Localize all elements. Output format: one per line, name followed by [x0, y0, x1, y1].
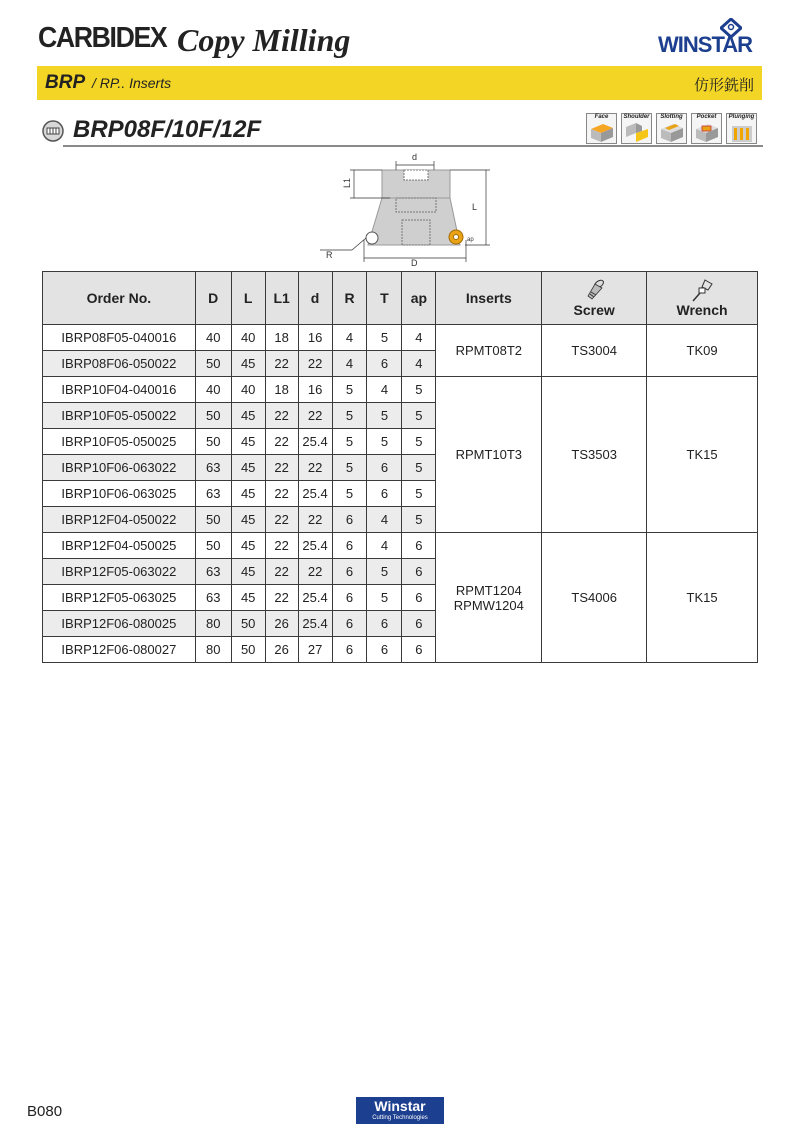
cell-wrench: TK09 — [647, 325, 758, 377]
header-R: R — [332, 272, 367, 325]
cell-order-no: IBRP10F06-063022 — [43, 455, 196, 481]
footer-logo — [356, 1097, 444, 1124]
cell-D: 80 — [195, 637, 231, 663]
cell-D: 40 — [195, 377, 231, 403]
cell-T: 5 — [367, 325, 402, 351]
cell-ap: 6 — [402, 585, 436, 611]
cell-L1: 22 — [265, 507, 298, 533]
cell-order-no: IBRP10F05-050025 — [43, 429, 196, 455]
cell-R: 6 — [332, 533, 367, 559]
cell-order-no: IBRP10F06-063025 — [43, 481, 196, 507]
cell-order-no: IBRP12F04-050022 — [43, 507, 196, 533]
series-code: BRP — [45, 72, 86, 93]
header-d: d — [298, 272, 332, 325]
cell-L: 45 — [231, 507, 265, 533]
cell-L1: 22 — [265, 351, 298, 377]
header-wrench-label: Wrench — [676, 302, 728, 318]
cell-order-no: IBRP12F06-080025 — [43, 611, 196, 637]
insert-code: RPMT08T2 — [455, 343, 523, 358]
cell-T: 5 — [367, 429, 402, 455]
cell-D: 63 — [195, 585, 231, 611]
cell-ap: 5 — [402, 481, 436, 507]
cell-order-no: IBRP12F04-050025 — [43, 533, 196, 559]
cell-L: 45 — [231, 455, 265, 481]
cell-d: 22 — [298, 559, 332, 585]
cutter-body — [368, 170, 460, 245]
cell-ap: 6 — [402, 533, 436, 559]
table-row — [43, 533, 758, 559]
cell-L1: 22 — [265, 533, 298, 559]
cell-inserts — [436, 325, 542, 377]
cell-R: 5 — [332, 403, 367, 429]
cell-screw: TS4006 — [542, 533, 647, 663]
operation-pocket — [691, 113, 722, 144]
cell-order-no: IBRP12F05-063022 — [43, 559, 196, 585]
cell-screw: TS3004 — [542, 325, 647, 377]
cell-ap: 5 — [402, 455, 436, 481]
insert-code: RPMW1204 — [453, 597, 524, 613]
cell-T: 5 — [367, 403, 402, 429]
header-ap: ap — [402, 272, 436, 325]
cell-L1: 18 — [265, 325, 298, 351]
dim-R: R — [326, 250, 333, 260]
cell-L1: 22 — [265, 429, 298, 455]
cell-d: 16 — [298, 325, 332, 351]
cell-L: 45 — [231, 429, 265, 455]
cell-d: 27 — [298, 637, 332, 663]
cell-d: 22 — [298, 455, 332, 481]
cell-D: 50 — [195, 429, 231, 455]
cell-order-no: IBRP10F05-050022 — [43, 403, 196, 429]
operation-face — [586, 113, 617, 144]
cell-L1: 22 — [265, 559, 298, 585]
pocket-milling-icon — [694, 121, 720, 143]
operation-icons — [586, 113, 757, 144]
header-screw — [542, 272, 647, 325]
cell-ap: 6 — [402, 559, 436, 585]
cell-L: 45 — [231, 351, 265, 377]
category-band — [37, 66, 762, 100]
header-L: L — [231, 272, 265, 325]
table-row — [43, 325, 758, 351]
wrench-icon — [690, 278, 714, 302]
cell-d: 22 — [298, 351, 332, 377]
cell-T: 6 — [367, 481, 402, 507]
page-title: Copy Milling — [177, 22, 351, 58]
cell-T: 6 — [367, 637, 402, 663]
cell-T: 4 — [367, 507, 402, 533]
face-milling-icon — [589, 121, 615, 143]
dim-D: D — [411, 258, 418, 268]
header-T: T — [367, 272, 402, 325]
cell-T: 5 — [367, 585, 402, 611]
insert-code: RPMT10T3 — [455, 447, 523, 462]
cell-d: 22 — [298, 403, 332, 429]
cell-L: 45 — [231, 559, 265, 585]
cell-d: 25.4 — [298, 585, 332, 611]
carbidex-brand: CARBIDEX — [38, 22, 167, 54]
cell-R: 6 — [332, 611, 367, 637]
cell-T: 4 — [367, 533, 402, 559]
cell-D: 50 — [195, 533, 231, 559]
cell-order-no: IBRP08F05-040016 — [43, 325, 196, 351]
cell-L1: 22 — [265, 481, 298, 507]
cell-T: 6 — [367, 611, 402, 637]
footer-logo-sub: Cutting Technologies — [372, 1115, 428, 1121]
cell-R: 5 — [332, 377, 367, 403]
cell-R: 6 — [332, 559, 367, 585]
cell-L: 40 — [231, 325, 265, 351]
header-D: D — [195, 272, 231, 325]
cell-R: 6 — [332, 585, 367, 611]
cell-D: 50 — [195, 403, 231, 429]
cell-order-no: IBRP10F04-040016 — [43, 377, 196, 403]
cell-d: 25.4 — [298, 481, 332, 507]
cell-ap: 5 — [402, 507, 436, 533]
operation-label: Slotting — [660, 114, 683, 120]
cell-D: 50 — [195, 351, 231, 377]
cell-D: 63 — [195, 455, 231, 481]
page-number: B080 — [27, 1103, 63, 1120]
cell-wrench: TK15 — [647, 377, 758, 533]
cell-d: 22 — [298, 507, 332, 533]
cell-ap: 5 — [402, 377, 436, 403]
operation-shoulder — [621, 113, 652, 144]
cell-wrench: TK15 — [647, 533, 758, 663]
cell-T: 4 — [367, 377, 402, 403]
cell-R: 6 — [332, 507, 367, 533]
cell-D: 63 — [195, 559, 231, 585]
operation-label: Pocket — [696, 114, 717, 120]
cell-ap: 5 — [402, 429, 436, 455]
cell-order-no: IBRP12F05-063025 — [43, 585, 196, 611]
cell-T: 5 — [367, 559, 402, 585]
header-L1: L1 — [265, 272, 298, 325]
winstar-logo — [658, 18, 764, 58]
dim-L1: L1 — [342, 177, 352, 188]
section-title: BRP08F/10F/12F — [73, 116, 262, 143]
cell-L: 45 — [231, 403, 265, 429]
cell-T: 6 — [367, 351, 402, 377]
cell-L: 45 — [231, 585, 265, 611]
header-wrench — [647, 272, 758, 325]
category-chinese: 仿形銑削 — [693, 77, 754, 94]
cell-D: 50 — [195, 507, 231, 533]
header-order-no: Order No. — [43, 272, 196, 325]
cell-ap: 5 — [402, 403, 436, 429]
cell-order-no: IBRP08F06-050022 — [43, 351, 196, 377]
cell-L1: 22 — [265, 455, 298, 481]
cell-ap: 6 — [402, 637, 436, 663]
table-header-row — [43, 272, 758, 325]
cell-ap: 6 — [402, 611, 436, 637]
operation-slotting — [656, 113, 687, 144]
cell-T: 6 — [367, 455, 402, 481]
cell-L1: 22 — [265, 403, 298, 429]
dim-L: L — [472, 202, 478, 212]
footer-logo-main: Winstar — [374, 1098, 426, 1114]
cell-D: 80 — [195, 611, 231, 637]
winstar-logo-text: WINSTAR — [658, 32, 753, 57]
operation-plunging — [726, 113, 757, 144]
table-body — [43, 325, 758, 663]
cell-L: 45 — [231, 481, 265, 507]
cell-inserts — [436, 533, 542, 663]
cell-L1: 26 — [265, 611, 298, 637]
dim-ap: ap — [467, 237, 474, 243]
header-inserts: Inserts — [436, 272, 542, 325]
cell-d: 25.4 — [298, 533, 332, 559]
cell-D: 63 — [195, 481, 231, 507]
cell-ap: 4 — [402, 325, 436, 351]
cell-L: 50 — [231, 611, 265, 637]
cell-screw: TS3503 — [542, 377, 647, 533]
header-screw-label: Screw — [573, 302, 615, 318]
cell-R: 6 — [332, 637, 367, 663]
series-subtitle: / RP.. Inserts — [92, 75, 172, 91]
insert-code: RPMT1204 — [455, 582, 522, 598]
screw-icon — [582, 278, 606, 302]
cell-ap: 4 — [402, 351, 436, 377]
cutter-dimension-diagram — [310, 150, 490, 268]
slotting-icon — [659, 121, 685, 143]
cell-L: 40 — [231, 377, 265, 403]
cell-d: 25.4 — [298, 429, 332, 455]
dim-d: d — [412, 152, 418, 162]
cell-d: 16 — [298, 377, 332, 403]
operation-label: Shoulder — [623, 114, 650, 120]
plunging-icon — [729, 121, 755, 143]
cell-R: 5 — [332, 429, 367, 455]
section-divider — [63, 145, 763, 147]
spec-table — [42, 271, 758, 663]
cell-L: 50 — [231, 637, 265, 663]
cell-L1: 18 — [265, 377, 298, 403]
cell-R: 4 — [332, 325, 367, 351]
cell-L1: 26 — [265, 637, 298, 663]
cell-order-no: IBRP12F06-080027 — [43, 637, 196, 663]
cell-D: 40 — [195, 325, 231, 351]
cell-L1: 22 — [265, 585, 298, 611]
shoulder-milling-icon — [624, 121, 650, 143]
cell-R: 4 — [332, 351, 367, 377]
cell-inserts — [436, 377, 542, 533]
cell-L: 45 — [231, 533, 265, 559]
face-mill-icon — [42, 120, 64, 142]
operation-label: Face — [594, 114, 609, 120]
cell-R: 5 — [332, 455, 367, 481]
cell-R: 5 — [332, 481, 367, 507]
insert-left — [366, 232, 378, 244]
operation-label: Plunging — [728, 114, 755, 120]
cell-d: 25.4 — [298, 611, 332, 637]
table-row — [43, 377, 758, 403]
